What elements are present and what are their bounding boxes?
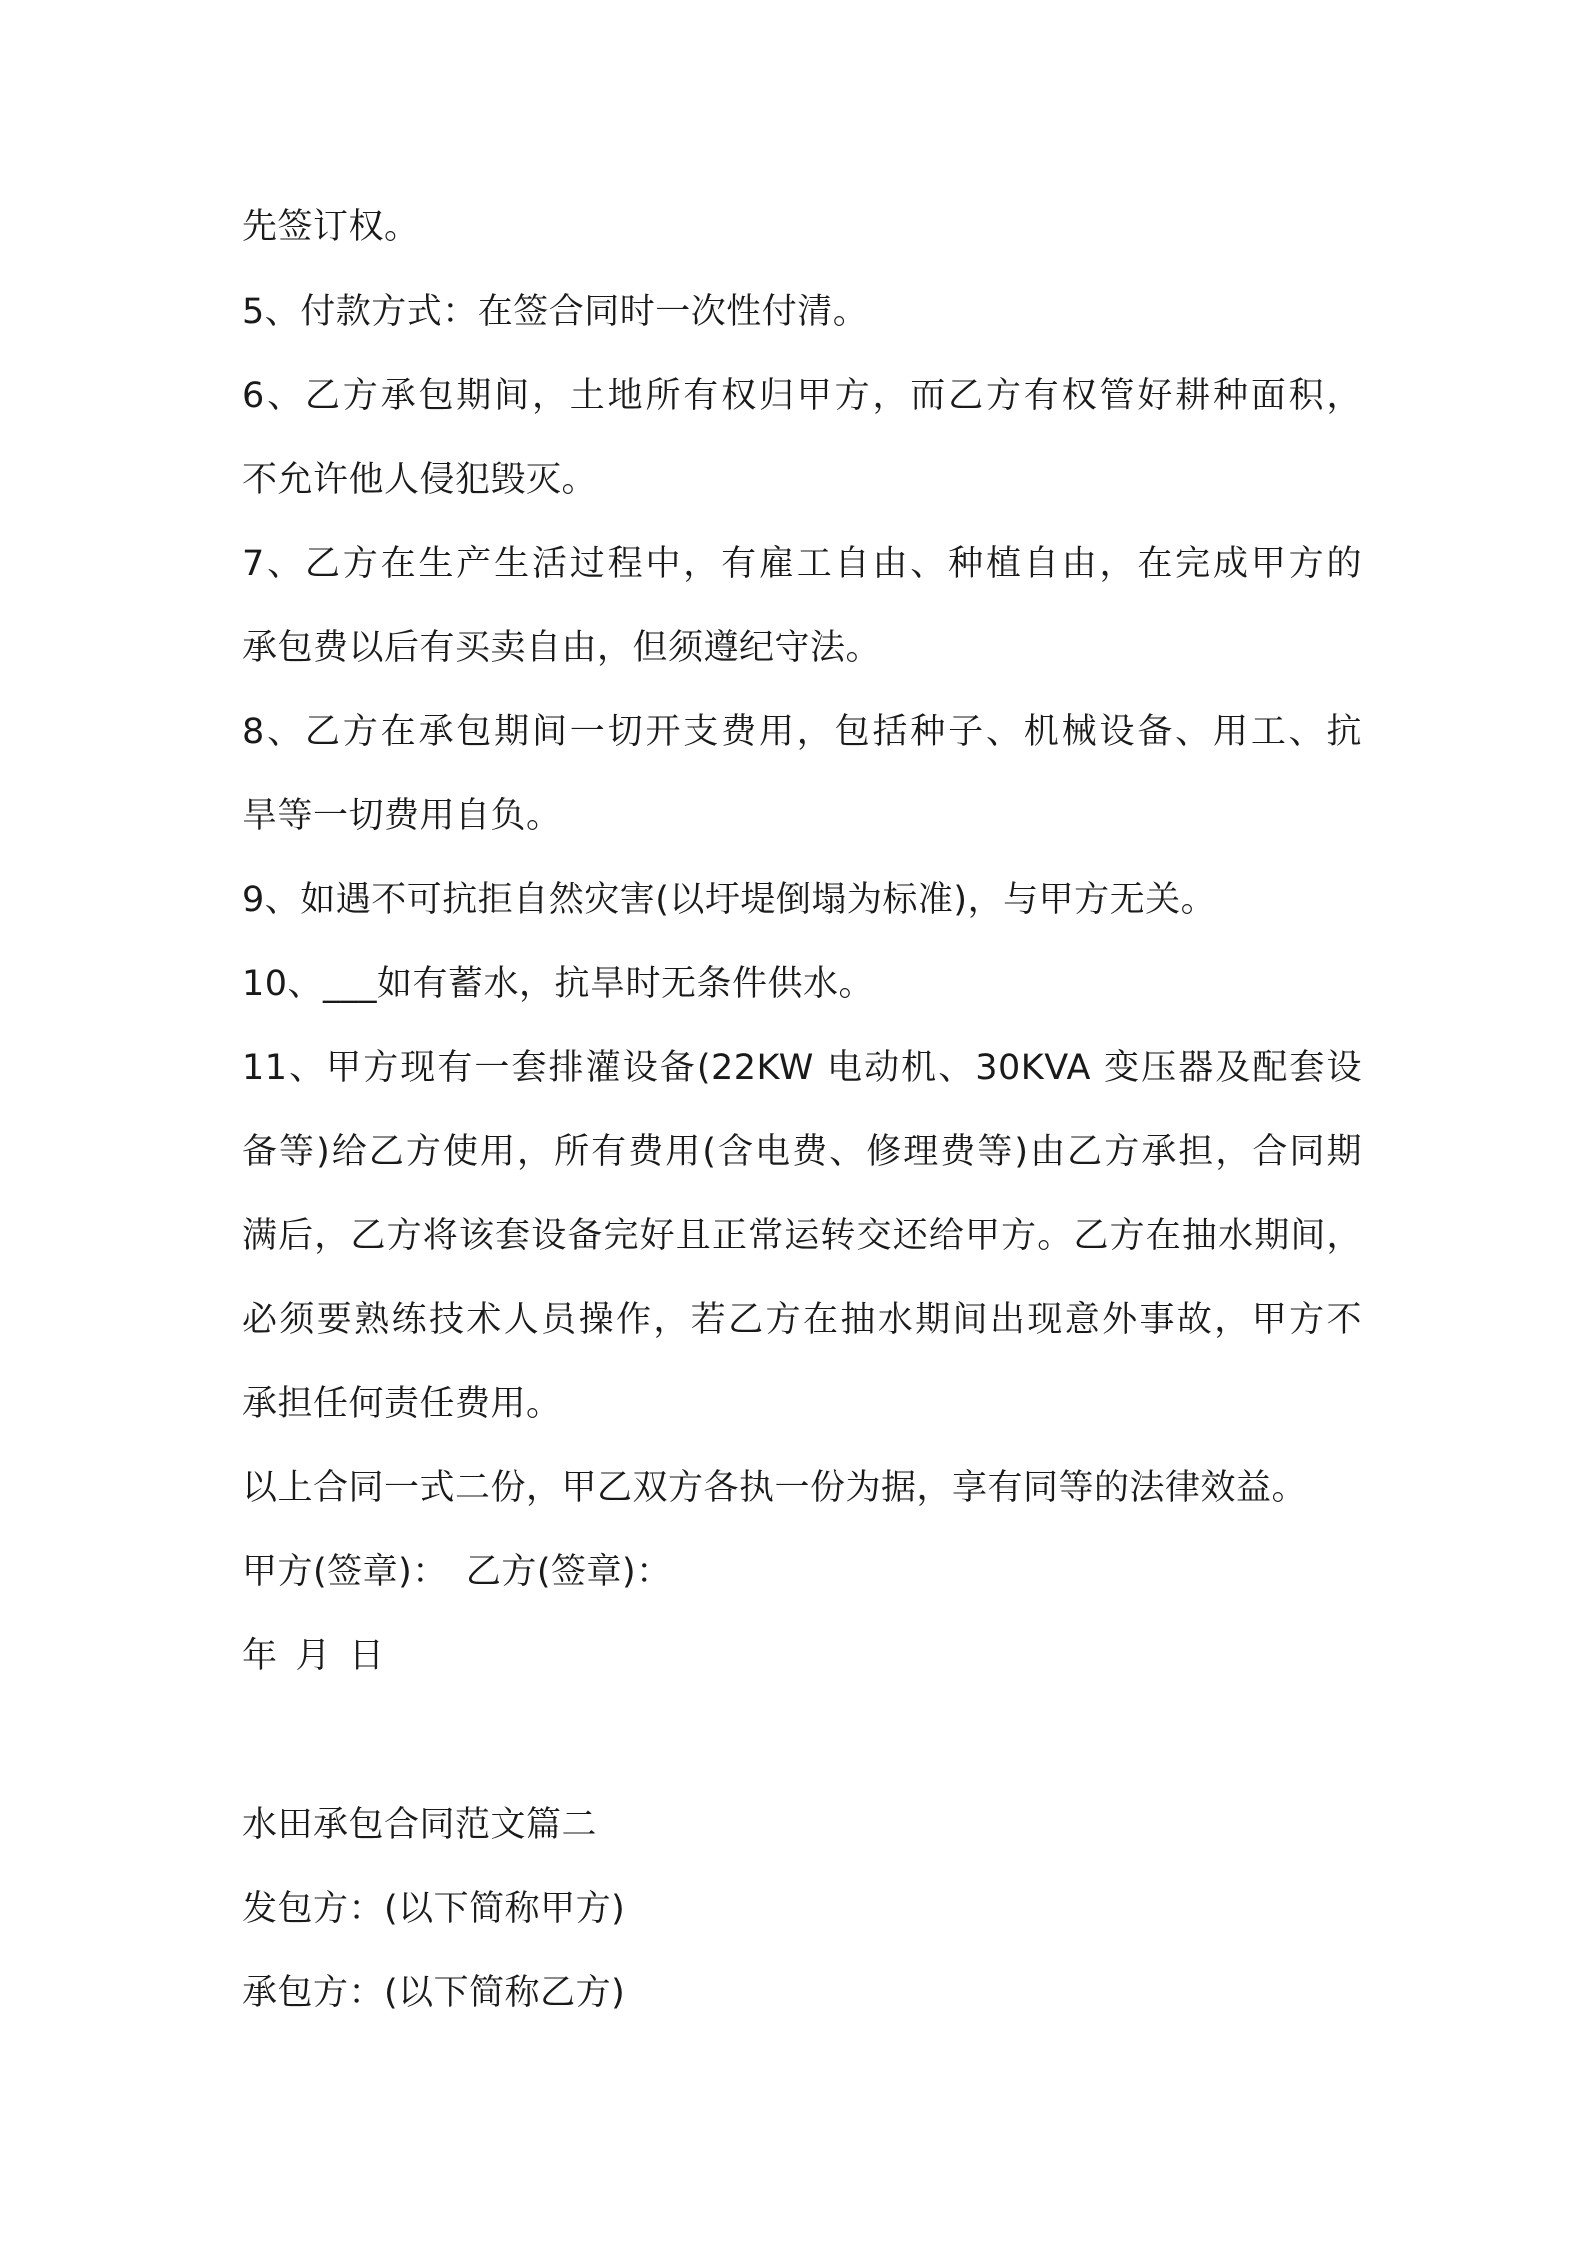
clause-11-line-3: 满后，乙方将该套设备完好且正常运转交还给甲方。乙方在抽水期间， — [242, 1216, 1362, 1256]
section-title: 水田承包合同范文篇二 — [242, 1805, 598, 1845]
clause-11-line-4: 必须要熟练技术人员操作，若乙方在抽水期间出现意外事故，甲方不 — [242, 1300, 1362, 1340]
clause-8-line-1: 8、乙方在承包期间一切开支费用，包括种子、机械设备、用工、抗 — [242, 712, 1362, 752]
signature-line — [242, 1550, 1362, 1594]
clause-11-line-2: 备等)给乙方使用，所有费用(含电费、修理费等)由乙方承担，合同期 — [242, 1132, 1362, 1172]
party-a-signature-label: 甲方(签章)： — [242, 1552, 448, 1592]
contractor-line: 承包方：(以下简称乙方) — [242, 1973, 626, 2013]
clause-11-line-5: 承担任何责任费用。 — [242, 1384, 562, 1424]
date-month: 月 — [295, 1636, 332, 1676]
date-line — [242, 1634, 1362, 1678]
clause-9: 9、如遇不可抗拒自然灾害(以圩堤倒塌为标准)，与甲方无关。 — [242, 880, 1217, 920]
clause-7-line-2: 承包费以后有买卖自由，但须遵纪守法。 — [242, 628, 882, 668]
clause-11-line-1: 11、甲方现有一套排灌设备(22KW 电动机、30KVA 变压器及配套设 — [242, 1048, 1362, 1088]
clause-5: 5、付款方式：在签合同时一次性付清。 — [242, 292, 869, 332]
text-line: 先签订权。 — [242, 207, 420, 247]
clause-8-line-2: 旱等一切费用自负。 — [242, 796, 562, 836]
date-year: 年 — [242, 1636, 278, 1676]
clause-6-line-2: 不允许他人侵犯毁灭。 — [242, 460, 598, 500]
date-day: 日 — [349, 1636, 385, 1676]
issuer-line: 发包方：(以下简称甲方) — [242, 1889, 626, 1929]
party-b-signature-label: 乙方(签章)： — [465, 1552, 672, 1592]
clause-7-line-1: 7、乙方在生产生活过程中，有雇工自由、种植自由，在完成甲方的 — [242, 544, 1362, 584]
clause-6-line-1: 6、乙方承包期间，土地所有权归甲方，而乙方有权管好耕种面积， — [242, 376, 1362, 416]
clause-10: 10、___如有蓄水，抗旱时无条件供水。 — [242, 964, 875, 1004]
copies-statement: 以上合同一式二份，甲乙双方各执一份为据，享有同等的法律效益。 — [242, 1468, 1308, 1508]
